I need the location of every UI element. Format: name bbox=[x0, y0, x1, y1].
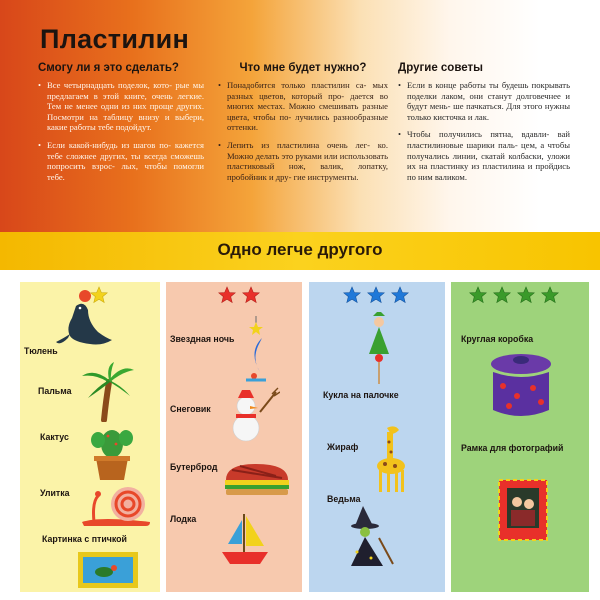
column-can-i-do-it bbox=[38, 62, 204, 189]
craft-label: Ведьма bbox=[327, 494, 361, 504]
column-heading: Что мне будет нужно? bbox=[239, 62, 367, 74]
star-icon bbox=[343, 286, 361, 304]
column-what-do-i-need bbox=[218, 62, 388, 189]
craft-label: Пальма bbox=[38, 386, 72, 396]
sandwich-figure bbox=[222, 460, 292, 496]
difficulty-title: Одно легче другого bbox=[217, 240, 383, 259]
column-heading: Смогу ли я это сделать? bbox=[38, 62, 179, 74]
seal-figure bbox=[54, 288, 116, 352]
star-icon bbox=[517, 286, 535, 304]
star-icon bbox=[242, 286, 260, 304]
star-icon bbox=[218, 286, 236, 304]
bird-picture-figure bbox=[76, 550, 140, 590]
giraffe-figure bbox=[365, 422, 415, 494]
craft-label: Круглая коробка bbox=[461, 334, 534, 344]
photo-frame-figure bbox=[497, 478, 549, 542]
star-icon bbox=[541, 286, 559, 304]
bullet-item: • Понадобится только пластилин са- мых разных цветов, который про- дается во многих местах. Можно смешивать разные цвета, чтобы по- лучились разнообразные оттенки. bbox=[218, 80, 388, 133]
snail-figure bbox=[80, 482, 154, 528]
snowman-figure bbox=[224, 386, 280, 444]
craft-label: Кукла на палочке bbox=[323, 390, 399, 400]
boat-figure bbox=[218, 510, 272, 568]
bullet-item: • Чтобы получились пятна, вдавли- вай пластилиновые шарики паль- цем, а чтобы получались линии, скатай колбаски, уложи их на пластинку из пластилина и пройдись по ним валиком. bbox=[398, 129, 570, 182]
star-rating bbox=[218, 286, 260, 304]
bullet-list bbox=[38, 80, 204, 182]
column-other-tips bbox=[398, 62, 570, 189]
stick-doll-figure bbox=[363, 312, 395, 384]
star-icon bbox=[367, 286, 385, 304]
star-icon bbox=[469, 286, 487, 304]
difficulty-column-1-star bbox=[20, 282, 160, 592]
cactus-figure bbox=[86, 422, 136, 482]
bullet-list bbox=[218, 80, 388, 182]
craft-label: Кактус bbox=[40, 432, 69, 442]
craft-label: Рамка для фотографий bbox=[461, 443, 564, 453]
craft-label: Жираф bbox=[327, 442, 359, 452]
difficulty-column-4-stars bbox=[451, 282, 589, 592]
bullet-item: • Все четырнадцать поделок, кото- рые мы предлагаем в этой книге, очень легкие. Тем не менее одни из них проще других. Посмотри на таблицу внизу и выбери, какие работы тебе подойдут. bbox=[38, 80, 204, 133]
craft-label: Лодка bbox=[170, 514, 197, 524]
star-icon bbox=[493, 286, 511, 304]
palm-figure bbox=[76, 360, 138, 422]
craft-label: Тюлень bbox=[24, 346, 58, 356]
star-rating bbox=[469, 286, 559, 304]
star-rating bbox=[343, 286, 409, 304]
starry-night-figure bbox=[242, 316, 272, 386]
page-title: Пластилин bbox=[40, 24, 190, 54]
craft-label: Снеговик bbox=[170, 404, 211, 414]
bullet-list bbox=[398, 80, 570, 182]
star-icon bbox=[391, 286, 409, 304]
round-box-figure bbox=[487, 350, 555, 422]
column-heading: Другие советы bbox=[398, 62, 483, 74]
difficulty-column-2-stars bbox=[166, 282, 302, 592]
difficulty-band bbox=[0, 232, 600, 270]
craft-label: Бутерброд bbox=[170, 462, 218, 472]
craft-label: Звездная ночь bbox=[170, 334, 235, 344]
bullet-item: • Если в конце работы ты будешь покрывать поделки лаком, они станут долговечнее и будут мень- ше пачкаться. Для этого нужны только кисточка и лак. bbox=[398, 80, 570, 122]
witch-figure bbox=[343, 502, 397, 568]
craft-label: Картинка с птичкой bbox=[42, 534, 127, 544]
intro-section bbox=[0, 0, 600, 232]
bullet-item: • Лепить из пластилина очень лег- ко. Можно делать это руками или использовать пластиковый нож, валик, лопатку, пробойник и дру- гие инструменты. bbox=[218, 140, 388, 182]
difficulty-column-3-stars bbox=[309, 282, 445, 592]
bullet-item: • Если какой-нибудь из шагов по- кажется тебе сложнее других, ты всегда сможешь попросить взрос- лых, чтобы помогли тебе. bbox=[38, 140, 204, 182]
craft-label: Улитка bbox=[40, 488, 70, 498]
